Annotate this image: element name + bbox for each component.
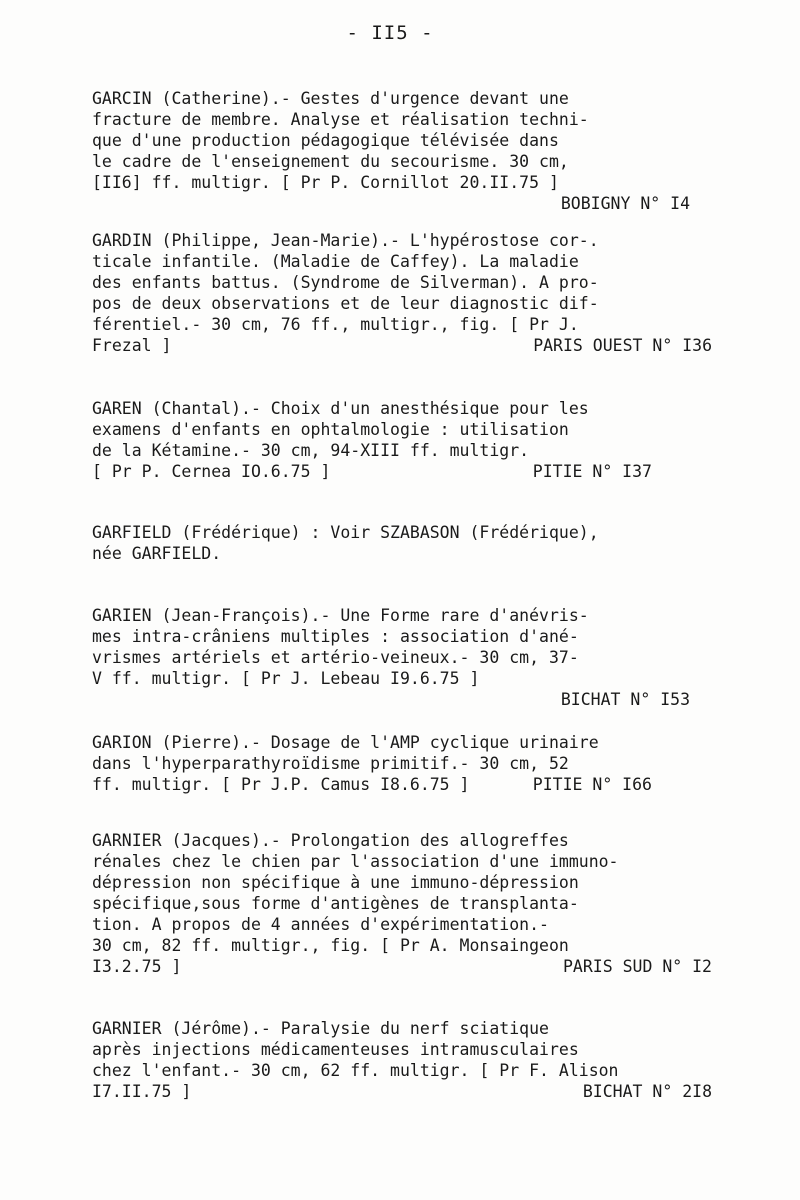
entry-line: [II6] ff. multigr. [ Pr P. Cornillot 20.II.75 ] (92, 173, 559, 192)
entry-line: I7.II.75 ] (92, 1082, 192, 1101)
entry-line: rénales chez le chien par l'association d'une immuno- (92, 852, 619, 871)
entry-last-line (92, 774, 712, 795)
entry-line: tion. A propos de 4 années d'expérimentation.- (92, 915, 549, 934)
entry-last-line (92, 461, 712, 482)
entry-line: 30 cm, 82 ff. multigr., fig. [ Pr A. Monsaingeon (92, 936, 569, 955)
bibliography-entry-garnier-jerome (92, 1018, 712, 1102)
entry-line: V ff. multigr. [ Pr J. Lebeau I9.6.75 ] (92, 669, 480, 688)
entry-reference: PARIS OUEST N° I36 (533, 336, 712, 355)
entry-line: examens d'enfants en ophtalmologie : utilisation (92, 420, 569, 439)
entry-line: mes intra-crâniens multiples : association d'ané- (92, 627, 579, 646)
entry-line: chez l'enfant.- 30 cm, 62 ff. multigr. [ Pr F. Alison (92, 1061, 619, 1080)
entry-line: dépression non spécifique à une immuno-dépression (92, 873, 579, 892)
entry-line: GARFIELD (Frédérique) : Voir SZABASON (Frédérique), (92, 523, 599, 542)
entry-reference: PARIS SUD N° I2 (562, 957, 712, 976)
entry-line: GARNIER (Jacques).- Prolongation des allogreffes (92, 831, 569, 850)
page-number: - II5 - (346, 22, 434, 44)
entry-line: Frezal ] (92, 336, 172, 355)
entry-line: I3.2.75 ] (92, 957, 182, 976)
entry-line: spécifique,sous forme d'antigènes de transplanta- (92, 894, 579, 913)
bibliography-entry-garion (92, 732, 712, 795)
entry-line: dans l'hyperparathyroïdisme primitif.- 30 cm, 52 (92, 754, 569, 773)
entry-line: GARDIN (Philippe, Jean-Marie).- L'hypérostose cor-. (92, 231, 599, 250)
entry-reference: BICHAT N° 2I8 (582, 1082, 712, 1101)
bibliography-entry-gardin (92, 230, 712, 356)
bibliography-entry-garien (92, 605, 712, 710)
bibliography-entry-garcin (92, 88, 712, 214)
entry-line: ff. multigr. [ Pr J.P. Camus I8.6.75 ] (92, 775, 470, 794)
entry-line: [ Pr P. Cernea IO.6.75 ] (92, 462, 331, 481)
entry-line: férentiel.- 30 cm, 76 ff., multigr., fig. [ Pr J. (92, 315, 579, 334)
entry-last-line (92, 335, 712, 356)
entry-line: de la Kétamine.- 30 cm, 94-XIII ff. multigr. (92, 441, 530, 460)
entry-line: GARION (Pierre).- Dosage de l'AMP cyclique urinaire (92, 733, 599, 752)
entry-line: que d'une production pédagogique télévisée dans (92, 131, 559, 150)
entry-line: des enfants battus. (Syndrome de Silverman). A pro- (92, 273, 599, 292)
entry-line: GARIEN (Jean-François).- Une Forme rare d'anévris- (92, 606, 589, 625)
entry-line: ticale infantile. (Maladie de Caffey). La maladie (92, 252, 579, 271)
entry-line: fracture de membre. Analyse et réalisation techni- (92, 110, 589, 129)
entry-reference: PITIE N° I66 (532, 775, 652, 794)
entry-reference: BOBIGNY N° I4 (560, 194, 690, 213)
bibliography-entry-garnier-jacques (92, 830, 712, 977)
bibliography-entry-garen (92, 398, 712, 482)
entry-line: GARNIER (Jérôme).- Paralysie du nerf sciatique (92, 1019, 549, 1038)
entry-line: vrismes artériels et artério-veineux.- 30 cm, 37- (92, 648, 579, 667)
entry-line: pos de deux observations et de leur diagnostic dif- (92, 294, 599, 313)
entry-reference: BICHAT N° I53 (560, 690, 690, 709)
entry-line: GAREN (Chantal).- Choix d'un anesthésique pour les (92, 399, 589, 418)
entry-line: le cadre de l'enseignement du secourisme. 30 cm, (92, 152, 569, 171)
entry-line: née GARFIELD. (92, 544, 222, 563)
entry-last-line (92, 956, 712, 977)
entry-reference: PITIE N° I37 (532, 462, 652, 481)
bibliography-entry-garfield (92, 522, 712, 564)
entry-line: GARCIN (Catherine).- Gestes d'urgence devant une (92, 89, 569, 108)
entry-last-line (92, 1081, 712, 1102)
entry-line: après injections médicamenteuses intramusculaires (92, 1040, 579, 1059)
